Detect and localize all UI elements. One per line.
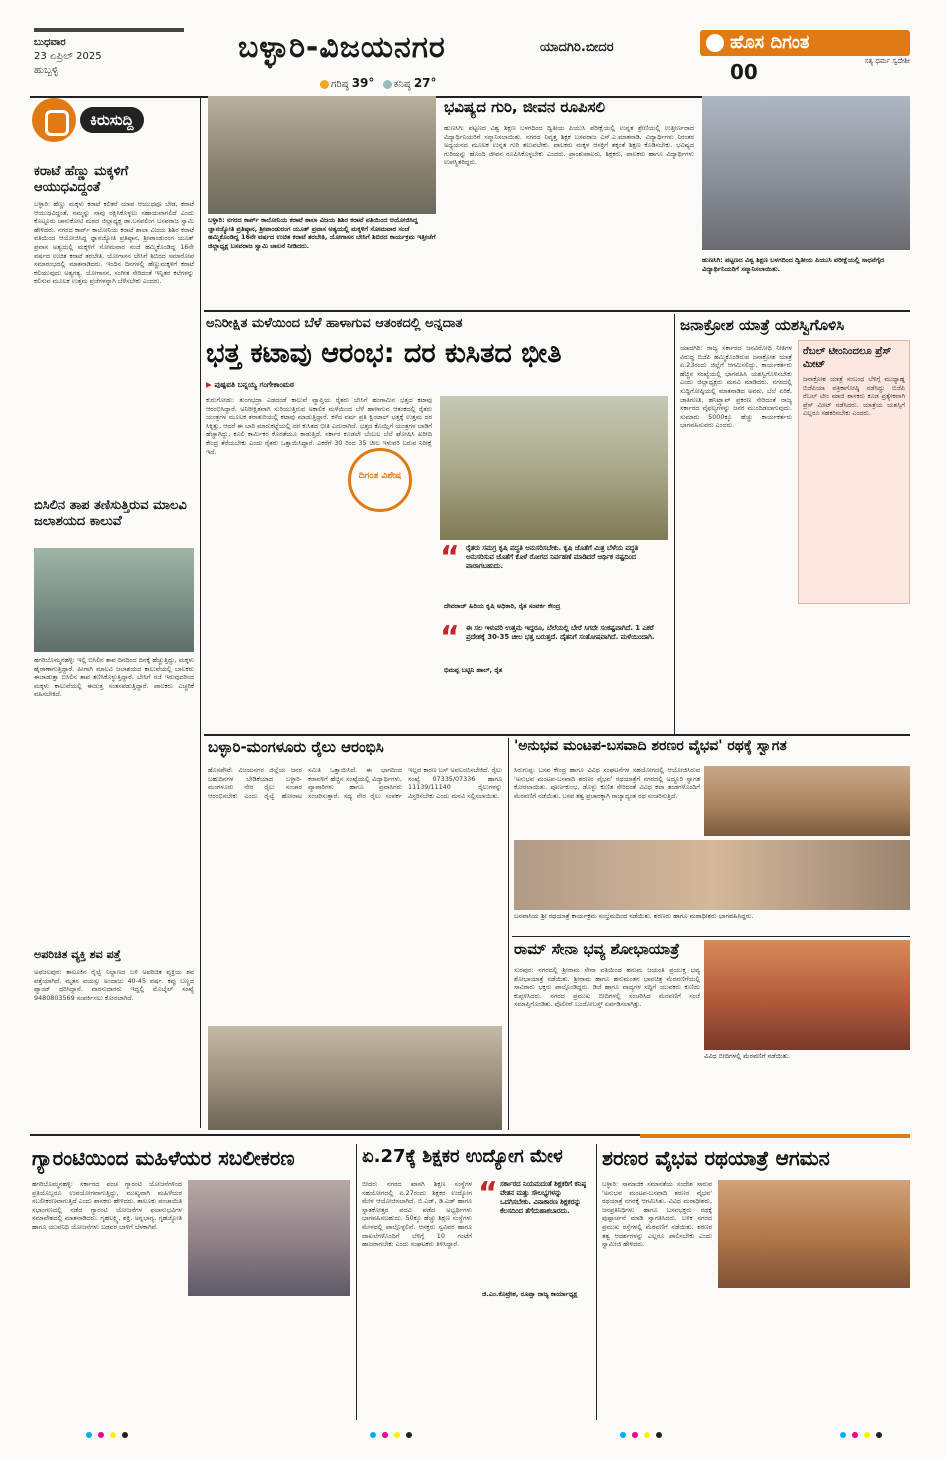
rebel-box: [798, 340, 910, 604]
paper-logo: ಹೊಸ ದಿಗಂತ ಸತ್ಯ ಧರ್ಮ ಸ್ವದೇಶೀ 00: [700, 30, 910, 92]
sharana-headline: ಶರಣರ ವೈಭವ ರಥಯಾತ್ರೆ ಆಗಮನ: [602, 1146, 830, 1170]
guarantee-headline: ಗ್ಯಾರಂಟಿಯಿಂದ ಮಹಿಳೆಯರ ಸಬಲೀಕರಣ: [32, 1146, 295, 1170]
quote-icon: “: [478, 1180, 498, 1211]
weather-max: 39°: [351, 76, 375, 90]
black-mark-icon: [122, 1432, 128, 1438]
janakrosha-body: ಯಾದಗಿರಿ: ರಾಜ್ಯ ಸರ್ಕಾರದ ಜನವಿರೋಧಿ ನೀತಿಗಳ ವಿರುದ್ಧ ಬಿಜೆಪಿ ಹಮ್ಮಿಕೊಂಡಿರುವ ಜನಾಕ್ರೋಶ ಯಾತ್ರೆ ಏ.23ರಂದು ಜಿಲ್ಲೆಗೆ ಆಗಮಿಸಲಿದ್ದು, ಕಾರ್ಯಕರ್ತರು ಹೆಚ್ಚಿನ ಸಂಖ್ಯೆಯಲ್ಲಿ ಭಾಗವಹಿಸಿ ಯಶಸ್ವಿಗೊಳಿಸಬೇಕು ಎಂದು ಜಿಲ್ಲಾಧ್ಯಕ್ಷರು ಮನವಿ ಮಾಡಿದರು. ನಗರದಲ್ಲಿ ಸುದ್ದಿಗೋಷ್ಠಿಯಲ್ಲಿ ಮಾತನಾಡಿದ ಅವರು, ಬೆಲೆ ಏರಿಕೆ, ಜಾತಿಗಣತಿ, ಹನಿಟ್ರ್ಯಾಪ್ ಪ್ರಕರಣ ಸೇರಿದಂತೆ ರಾಜ್ಯ ಸರ್ಕಾರದ ವೈಫಲ್ಯಗಳನ್ನು ಜನರ ಮುಂದಿಡಲಾಗುವುದು. ಸುಮಾರು 5000ಕ್ಕೂ ಹೆಚ್ಚು ಕಾರ್ಯಕರ್ತರು ಭಾಗವಹಿಸುವರು ಎಂದರು.: [680, 344, 792, 430]
byline-marker-icon: ▶: [206, 380, 212, 389]
paper-tagline: ಸತ್ಯ ಧರ್ಮ ಸ್ವದೇಶೀ: [864, 57, 910, 65]
magenta-mark-icon: [382, 1432, 388, 1438]
hand-icon: [32, 98, 76, 142]
anubhava-caption: ಬನವಾಸಿಯ ಶ್ರೀ ರಥಯಾತ್ರೆ ಕಾರ್ಯಕ್ರಮ ಸಂಭ್ರಮದಿಂದ ನಡೆಯಿತು. ಶರಣರು ಹಾಗೂ ಮಠಾಧೀಶರು ಭಾಗವಹಿಸಿದ್ದರು.: [514, 912, 754, 920]
logo-emblem-icon: [706, 34, 724, 52]
yellow-mark-icon: [864, 1432, 870, 1438]
rain-quote-1: “ ರೈತರು ಸಮಗ್ರ ಕೃಷಿ ಪದ್ಧತಿ ಅನುಸರಿಸಬೇಕು. ಕೃಷಿ ಜೊತೆಗೆ ಮಿತ್ರ ಬೆಳೆಯ ಪದ್ಧತಿ ಅನುಸರಿಸುವ ಜೊತೆಗೆ ಕೊಳೆ ರೋಗದ ನಿರ್ವಹಣೆ ಮಾಡಿದರೆ ಆರ್ಥಿಕ ನಷ್ಟದಿಂದ ಪಾರಾಗಬಹುದು. ದೇವರಾಜ್ ಹಿರಿಯ ಕೃಷಿ ಅಧಿಕಾರಿ, ರೈತ ಸಂಪರ್ಕ ಕೇಂದ್ರ: [440, 544, 639, 610]
page-number: 00: [730, 60, 758, 84]
col-divider-right: [508, 738, 509, 1130]
guarantee-photo: [188, 1180, 350, 1296]
quote-icon: “: [440, 624, 460, 655]
cyan-mark-icon: [370, 1432, 376, 1438]
kirusuddi-label: ಕಿರುಸುದ್ದಿ: [32, 98, 192, 162]
kiru-story3-headline: ಅಪರಿಚಿತ ವ್ಯಕ್ತಿ ಶವ ಪತ್ತೆ: [34, 948, 121, 961]
kiru-story2-body: ಹಗರಿಬೊಮ್ಮನಹಳ್ಳಿ: ಇಲ್ಲಿ ಬಿಸಿಲಿನ ತಾಪ ದಿನದಿಂದ ದಿನಕ್ಕೆ ಹೆಚ್ಚುತ್ತಿದ್ದು, ಮಕ್ಕಳು ಹೈರಾಣಾಗುತ್ತಿದ್ದಾರೆ. ಹೀಗಾಗಿ ಮಾಲವಿ ಜಲಾಶಯದ ಕಾಲುವೆಯಲ್ಲಿ ಬಾಲಕರು ಈಜಾಡುತ್ತಾ ಬಿಸಿಲಿನ ತಾಪ ತಣಿಸಿಕೊಳ್ಳುತ್ತಿದ್ದಾರೆ. ಬೇಸಿಗೆ ರಜೆ ಇರುವುದರಿಂದ ಮಕ್ಕಳು ಕಾಲುವೆಯಲ್ಲಿ ಈಜುತ್ತ ಸಂತಸಪಡುತ್ತಿದ್ದಾರೆ. ಪಾಲಕರು ಎಚ್ಚರಿಕೆ ವಹಿಸಬೇಕಿದೆ.: [34, 656, 194, 699]
future-headline: ಭವಿಷ್ಯದ ಗುರಿ, ಜೀವನ ರೂಪಿಸಲಿ: [444, 98, 606, 116]
future-body: ಹುಣಸಿಗಿ: ಪಟ್ಟಣದ ವಿಶ್ವ ಶಿಕ್ಷಣ ಬಳಗದಿಂದ ದ್ವಿತೀಯ ಪಿಯುಸಿ ಪರೀಕ್ಷೆಯಲ್ಲಿ ಉನ್ನತ ಶ್ರೇಣಿಯಲ್ಲಿ ಉತ್ತೀರ್ಣರಾದ ವಿದ್ಯಾರ್ಥಿನಿಯರಿಗೆ ಸನ್ಮಾನಿಸಲಾಯಿತು. ನಗರದ ನಿವೃತ್ತ ಶಿಕ್ಷಕ ಬಸವರಾಜ ಎಸ್.ಎ.ಮಾತನಾಡಿ, ವಿದ್ಯಾರ್ಥಿಗಳು ನಿರಂತರ ಅಧ್ಯಯನದ ಮೂಲಕ ಉನ್ನತ ಗುರಿ ತಲುಪಬೇಕು. ಪಾಲಕರು ಮಕ್ಕಳ ಆಸಕ್ತಿಗೆ ತಕ್ಕಂತೆ ಶಿಕ್ಷಣ ಕೊಡಿಸಬೇಕು. ಭವಿಷ್ಯದ ಗುರಿಯನ್ನು ಹೊಂದಿ ಜೀವನ ರೂಪಿಸಿಕೊಳ್ಳಬೇಕು ಎಂದರು. ಪ್ರಾಂಶುಪಾಲರು, ಶಿಕ್ಷಕರು, ಪಾಲಕರು ಹಾಗೂ ವಿದ್ಯಾರ್ಥಿಗಳು ಉಪಸ್ಥಿತರಿದ್ದರು.: [444, 124, 694, 167]
railway-headline: ಬಳ್ಳಾರಿ-ಮಂಗಳೂರು ರೈಲು ಆರಂಭಿಸಿ: [208, 738, 384, 756]
cyan-mark-icon: [620, 1432, 626, 1438]
karate-caption: ಬಳ್ಳಾರಿ: ನಗರದ ಕಾರ್ಪ್ ಕಾಲೋನಿಯ ಕರಾಟೆ ಶಾಲಾ ವಿಜಯ ಶಿಶಿರ ಕರಾಟೆ ವತಿಯಿಂದ ಆಯೋಜಿಸಿದ್ದ ಜ್ಞಾನಜ್ಯೋತಿ ಪ್ರತಿಷ್ಠಾನ, ಶ್ರೀಪಾಂಡುರಂಗ ಯೂತ್ ಪ್ರವಾಸ ಅತ್ಯಯಲ್ಲಿ ಮಕ್ಕಳಿಗೆ ಸೋಮವಾರ ಸಂಜೆ ಹಮ್ಮಿಕೊಂಡಿದ್ದ 16ನೇ ವರ್ಷದ ಉಚಿತ ಕರಾಟೆ ತರಬೇತಿ, ಯೋಗಾಸನ ಬೇಸಿಗೆ ಶಿಬಿರದ ಕಾರ್ಯಕ್ರಮ ಇತ್ತೀಚೆಗೆ ಜಿಲ್ಲಾಧ್ಯಕ್ಷ ಬಸವರಾಜ ಸ್ವಾಮಿ ಚಾಲನೆ ನೀಡಿದರು.: [208, 216, 436, 250]
harvester-photo: [440, 396, 668, 540]
weather: ಗರಿಷ್ಠ 39° ಕನಿಷ್ಠ 27°: [318, 76, 478, 92]
sun-icon: [320, 80, 329, 89]
date: 23 ಏಪ್ರಿಲ್ 2025: [34, 51, 102, 62]
black-mark-icon: [876, 1432, 882, 1438]
jobfair-body: ಬೀದರ: ನಗರದ ಖಾಸಗಿ ಶಿಕ್ಷಣ ಸಂಸ್ಥೆಗಳ ಸಹಯೋಗದಲ್ಲಿ ಏ.27ರಂದು ಶಿಕ್ಷಕರ ಉದ್ಯೋಗ ಮೇಳ ಆಯೋಜಿಸಲಾಗಿದೆ. ಬಿ.ಎಡ್, ಡಿ.ಎಡ್ ಹಾಗೂ ಸ್ನಾತಕೋತ್ತರ ಪದವಿ ಪಡೆದ ಅಭ್ಯರ್ಥಿಗಳು ಭಾಗವಹಿಸಬಹುದು. 50ಕ್ಕೂ ಹೆಚ್ಚು ಶಿಕ್ಷಣ ಸಂಸ್ಥೆಗಳು ಮೇಳದಲ್ಲಿ ಪಾಲ್ಗೊಳ್ಳಲಿವೆ. ಆಸಕ್ತರು ಸ್ವವಿವರ ಹಾಗೂ ದಾಖಲೆಗಳೊಂದಿಗೆ ಬೆಳಿಗ್ಗೆ 10 ಗಂಟೆಗೆ ಹಾಜರಾಗಬೇಕು ಎಂದು ಸಂಘಟಕರು ತಿಳಿಸಿದ್ದಾರೆ.: [362, 1180, 472, 1249]
students-photo: [702, 96, 910, 250]
col-divider-left: [200, 98, 201, 1128]
digantha-special-stamp: ದಿಗಂತ ವಿಶೇಷ: [348, 448, 412, 512]
rain-kicker: ಅನಿರೀಕ್ಷಿತ ಮಳೆಯಿಂದ ಬೆಳೆ ಹಾಳಾಗುವ ಆತಂಕದಲ್ಲಿ ಅನ್ನದಾತ: [206, 316, 463, 331]
section-rule-1: [204, 310, 910, 312]
yellow-mark-icon: [644, 1432, 650, 1438]
anubhava-headline: 'ಅನುಭವ ಮಂಟಪ-ಬಸವಾದಿ ಶರಣರ ವೈಭವ' ರಥಕ್ಕೆ ಸ್ವಾಗತ: [514, 738, 787, 754]
rain-headline: ಭತ್ತ ಕಟಾವು ಆರಂಭ: ದರ ಕುಸಿತದ ಭೀತಿ: [206, 338, 562, 369]
col-divider-mid: [674, 314, 675, 734]
sharana-photo: [718, 1180, 910, 1288]
black-mark-icon: [406, 1432, 412, 1438]
weekday: ಬುಧವಾರ: [34, 37, 66, 48]
bottom-divider-1: [356, 1144, 357, 1420]
ramsena-photo: [704, 940, 910, 1050]
anubhava-body: ಸಿರುಗುಪ್ಪ: ಬಸವ ಕೇಂದ್ರ ಹಾಗೂ ವಿವಿಧ ಸಂಘಟನೆಗಳ ಸಹಯೋಗದಲ್ಲಿ ಆಯೋಜಿಸಿರುವ 'ಅನುಭವ ಮಂಟಪ-ಬಸವಾದಿ ಶರಣರ ವೈಭವ' ರಥಯಾತ್ರೆಗೆ ನಗರದಲ್ಲಿ ಅದ್ಧೂರಿ ಸ್ವಾಗತ ಕೋರಲಾಯಿತು. ಪೂರ್ಣಕುಂಭ, ಡೊಳ್ಳು ಕುಣಿತ ಸೇರಿದಂತೆ ವಿವಿಧ ಕಲಾ ತಂಡಗಳೊಂದಿಗೆ ಮೆರವಣಿಗೆ ನಡೆಯಿತು. ಬಸವ ತತ್ವ ಪ್ರಚಾರಕ್ಕಾಗಿ ರಾಜ್ಯಾದ್ಯಂತ ರಥ ಸಂಚರಿಸುತ್ತಿದೆ.: [514, 766, 700, 800]
janakrosha-headline: ಜನಾಕ್ರೋಶ ಯಾತ್ರೆ ಯಶಸ್ವಿಗೊಳಿಸಿ: [680, 316, 845, 334]
magenta-mark-icon: [632, 1432, 638, 1438]
sharana-body: ಬಳ್ಳಾರಿ: ಸಾಮಾಜಿಕ ಸಮಾನತೆಯ ಸಂದೇಶ ಸಾರುವ 'ಅನುಭವ ಮಂಟಪ-ಬಸವಾದಿ ಶರಣರ ವೈಭವ' ರಥಯಾತ್ರೆ ನಗರಕ್ಕೆ ಆಗಮಿಸಿತು. ವಿವಿಧ ಮಠಾಧೀಶರು, ಜನಪ್ರತಿನಿಧಿಗಳು ಹಾಗೂ ಬಸವಭಕ್ತರು ರಥಕ್ಕೆ ಪುಷ್ಪಾರ್ಚನೆ ಮಾಡಿ ಸ್ವಾಗತಿಸಿದರು. ಬಳಿಕ ನಗರದ ಪ್ರಮುಖ ರಸ್ತೆಗಳಲ್ಲಿ ಮೆರವಣಿಗೆ ನಡೆಯಿತು. ಶರಣರ ತತ್ವ ಆದರ್ಶಗಳನ್ನು ಎಲ್ಲರೂ ಪಾಲಿಸಬೇಕು ಎಂದು ಸ್ವಾಮೀಜಿ ಹೇಳಿದರು.: [602, 1180, 712, 1249]
swimming-photo: [34, 548, 194, 652]
ramsena-body: ಸುರಪುರ: ನಗರದಲ್ಲಿ ಶ್ರೀರಾಮ ಸೇನಾ ವತಿಯಿಂದ ಹನುಮ ಜಯಂತಿ ಪ್ರಯುಕ್ತ ಭವ್ಯ ಶೋಭಾಯಾತ್ರೆ ನಡೆಯಿತು. ಶ್ರೀರಾಮ ಹಾಗೂ ಹನುಮಂತನ ಭಾವಚಿತ್ರ ಮೆರವಣಿಗೆಯಲ್ಲಿ ಸಾವಿರಾರು ಭಕ್ತರು ಪಾಲ್ಗೊಂಡಿದ್ದರು. ಡಿಜೆ ಹಾಗೂ ವಾದ್ಯಗಳ ಸದ್ದಿಗೆ ಯುವಕರು ಕುಣಿದು ಕುಪ್ಪಳಿಸಿದರು. ನಗರದ ಪ್ರಮುಖ ಬೀದಿಗಳಲ್ಲಿ ಸಂಚರಿಸಿದ ಮೆರವಣಿಗೆ ಸಂಜೆ ಸಮಾಪ್ತಿಗೊಂಡಿತು. ಪೊಲೀಸ್ ಬಂದೋಬಸ್ತ್ ಏರ್ಪಡಿಸಲಾಗಿತ್ತು.: [514, 966, 700, 1009]
railway-body: ಹೊಸಪೇಟೆ: ವಿಜಯನಗರ ಜಿಲ್ಲೆಯ ಜನರ ಬಹುದಿನಗಳ ಬೇಡಿಕೆಯಾದ ಬಳ್ಳಾರಿ-ಮಂಗಳೂರು ನೇರ ರೈಲು ಸಂಚಾರ ಆರಂಭಿಸಬೇಕು ಎಂದು ರೈಲ್ವೆ ಹೋರಾಟ ಸಮಿತಿ ಒತ್ತಾಯಿಸಿದೆ. ಈ ಭಾಗದಿಂದ ಕರಾವಳಿಗೆ ಹೆಚ್ಚಿನ ಸಂಖ್ಯೆಯಲ್ಲಿ ವಿದ್ಯಾರ್ಥಿಗಳು, ವ್ಯಾಪಾರಿಗಳು ಹಾಗೂ ಪ್ರವಾಸಿಗರು ಸಂಚರಿಸುತ್ತಾರೆ. ಸದ್ಯ ನೇರ ರೈಲು ಸಂಪರ್ಕ ಇಲ್ಲದ ಕಾರಣ ಬಸ್ ಅವಲಂಬಿಸಬೇಕಿದೆ. ರೈಲು ಸಂಖ್ಯೆ 07335/07336 ಹಾಗೂ 11139/11140 ರೈಲುಗಳನ್ನು ವಿಸ್ತರಿಸಬೇಕು ಎಂದು ಮನವಿ ಸಲ್ಲಿಸಲಾಯಿತು.: [208, 766, 502, 800]
rebel-box-body: ಜನಾಕ್ರೋಶ ಯಾತ್ರೆ ಸಂಬಂಧ ಬೆಳಿಗ್ಗೆ ಮುಧ್ಯಾಹ್ನ ಬಿಜೆಪಿಯಾ ಪತ್ರಿಕಾಗೋಷ್ಠಿ ನಡೆಸಿದ್ದು ಬಿಜೆಪಿ ರೆಬಲ್ ಟೀಂ ಮಾಜಿ ಶಾಸಕರು ಕೂಡ ಪ್ರತ್ಯೇಕವಾಗಿ ಪ್ರೆಸ್ ಮೀಟ್ ನಡೆಸಿದರು. ಯಾತ್ರೆಯ ಯಶಸ್ಸಿಗೆ ಎಲ್ಲರೂ ಸಹಕರಿಸಬೇಕು ಎಂದರು.: [803, 375, 905, 418]
cyan-mark-icon: [840, 1432, 846, 1438]
magenta-mark-icon: [852, 1432, 858, 1438]
rain-quote-2: “ ಈ ಸಲ ಇಳುವರಿ ಉತ್ತಮ ಇದ್ದರೂ, ಬೆಲೆಯಲ್ಲಿ ಬೇರೆ ಸಿಗದೇ ಸಂಕಷ್ಟವಾಗಿದೆ. 1 ಎಕರೆ ಪ್ರದೇಶಕ್ಕೆ 30-35 ಚೀಲ ಭತ್ತ ಬರುತ್ತದೆ. ದೈತನಿಗೆ ಸಂತೋಷವಾಗಿದೆ. ಮಳೆಯಿಂದಾಗಿ. ಭಿಮಪ್ಪ ಬಟ್ಟಿನಿ ಹಾಲ್, ರೈತ: [440, 624, 655, 674]
quote-icon: “: [440, 544, 460, 575]
kiru-story2-headline: ಬಿಸಿಲಿನ ತಾಪ ತಣಿಸುತ್ತಿರುವ ಮಾಲವಿ ಜಲಾಶಯದ ಕಾಲುವೆ: [34, 498, 187, 529]
bottom-divider-2: [596, 1144, 597, 1420]
edition-subtitle: ಯಾದಗಿರಿ.ಬೀದರ: [540, 40, 614, 55]
anubhava-photo-2: [514, 840, 910, 910]
accent-bar: [640, 1134, 910, 1138]
moon-icon: [383, 80, 392, 89]
ramsena-headline: ರಾಮ್ ಸೇನಾ ಭವ್ಯ ಶೋಭಾಯಾತ್ರೆ: [514, 940, 680, 958]
yellow-mark-icon: [110, 1432, 116, 1438]
guarantee-body: ಹಗರಿಬೊಮ್ಮನಹಳ್ಳಿ: ಸರ್ಕಾರದ ಪಂಚ ಗ್ಯಾರಂಟಿ ಯೋಜನೆಗಳಿಂದ ಪ್ರತಿಯೊಬ್ಬರೂ ಉಪಯೋಗವಾಗುತ್ತಿದ್ದು, ಮುಖ್ಯವಾಗಿ ಮಹಿಳೆಯರ ಸಬಲೀಕರಣವಾಗುತ್ತಿದೆ ಎಂದು ಶಾಸಕರು ಹೇಳಿದರು. ತಾಲೂಕು ಪಂಚಾಯಿತಿ ಸಭಾಂಗಣದಲ್ಲಿ ನಡೆದ ಗ್ಯಾರಂಟಿ ಯೋಜನೆಗಳ ಫಲಾನುಭವಿಗಳ ಸಮಾವೇಶದಲ್ಲಿ ಮಾತನಾಡಿದರು. ಗೃಹಲಕ್ಷ್ಮಿ, ಶಕ್ತಿ, ಅನ್ನಭಾಗ್ಯ, ಗೃಹಜ್ಯೋತಿ ಹಾಗೂ ಯುವನಿಧಿ ಯೋಜನೆಗಳು ಬಡವರ ಬಾಳಿಗೆ ಬೆಳಕಾಗಿವೆ.: [32, 1180, 182, 1231]
guarantee-body-cont: [188, 1300, 350, 1416]
students-caption: ಹುಣಸಿಗಿ: ಪಟ್ಟಣದ ವಿಶ್ವ ಶಿಕ್ಷಣ ಬಳಗದಿಂದ ದ್ವಿತೀಯ ಪಿಯುಸಿ ಪರೀಕ್ಷೆಯಲ್ಲಿ ಸಾಧನೆಗೈದ ವಿದ್ಯಾರ್ಥಿನಿಯರಿಗೆ ಸನ್ಮಾನಿಸಲಾಯಿತು.: [702, 256, 885, 273]
city: ಹುಬ್ಬಳ್ಳಿ: [34, 65, 59, 76]
magenta-mark-icon: [98, 1432, 104, 1438]
edition-title: ಬಳ್ಳಾರಿ-ವಿಜಯನಗರ: [238, 30, 446, 65]
jobfair-quote: “ ಸರ್ಕಾರದ ನಿಯಮದಂತೆ ಶಿಕ್ಷಕರಿಗೆ ಕನಿಷ್ಠ ವೇತನ ಮತ್ತು ಸೌಲಭ್ಯಗಳನ್ನು ಒದಗಿಸಬೇಕು. ವಿನಾಕಾರಣ ಶಿಕ್ಷಕರನ್ನು ಕೆಲಸದಿಂದ ತೆಗೆದುಹಾಕಬಾರದು. ಜಿ.ಎಂ.ಕೊಟ್ರೇಶ, ರೂಪ್ಸಾ ರಾಜ್ಯ ಕಾರ್ಯಾಧ್ಯಕ್ಷ: [478, 1180, 586, 1298]
rebel-box-headline: ರೆಬಲ್ ಟೀಂನಿಂದಲೂ ಪ್ರೆಸ್ ಮೀಟ್: [803, 346, 892, 370]
ramsena-caption: ವಿವಿಧ ಬೀದಿಗಳಲ್ಲಿ ಮೆರವಣಿಗೆ ನಡೆಯಿತು.: [704, 1052, 791, 1060]
yellow-mark-icon: [394, 1432, 400, 1438]
jobfair-headline: ಏ.27ಕ್ಕೆ ಶಿಕ್ಷಕರ ಉದ್ಯೋಗ ಮೇಳ: [362, 1146, 563, 1167]
karate-photo: [208, 96, 436, 214]
section-rule-2: [204, 734, 910, 736]
weather-min: 27°: [413, 76, 437, 90]
anubhava-photo-1: [704, 766, 910, 836]
railway-photo: [208, 1026, 502, 1130]
rain-byline: ▶ ಪುಷ್ಪವತಿ ಬನ್ನಯ್ಯ ಗಂಗೇಕಾಂಮಠ: [206, 380, 294, 389]
sharana-body-cont: [718, 1292, 910, 1416]
kiru-story1-headline: ಕರಾಟೆ ಹೆಣ್ಣು ಮಕ್ಕಳಿಗೆ ಆಯುಧವಿದ್ದಂತೆ: [34, 164, 129, 195]
kiru-story1-body: ಬಳ್ಳಾರಿ: ಹೆಣ್ಣು ಮಕ್ಕಳು ಕರಾಟೆ ಕಲಿತರೆ ಯಾವ ಆಯುಧವೂ ಬೇಡ, ಕರಾಟೆ ಆಯುಧವಿದ್ದಂತೆ, ನಮ್ಮನ್ನು ನಾವು ರಕ್ಷಿಸಿಕೊಳ್ಳಲು ಸಹಾಯವಾಗಲಿದೆ ಎಂದು ಕೊಟ್ಟೂರು ಚಾನುಕೋಟಿ ಮಠದ ಜಿಲ್ಲಾಧ್ಯಕ್ಷ ಡಾ.ಬಸವಲಿಂಗ ಬಸವರಾಜ ಸ್ವಾಮಿ ಹೇಳಿದರು. ನಗರದ ಕಾರ್ಪ್ ಕಾಲೋನಿಯ ಕರಾಟೆ ಶಾಲಾ ವಿಜಯ ಶಿಶಿರ ಕರಾಟೆ ವತಿಯಿಂದ ಆಯೋಜಿಸಿದ್ದ ಜ್ಞಾನಜ್ಯೋತಿ ಪ್ರತಿಷ್ಠಾನ, ಶ್ರೀಪಾಂಡುರಂಗ ಯೂತ್ ಪ್ರವಾಸ ಅತ್ಯಯಲ್ಲಿ ಮಕ್ಕಳಿಗೆ ಸೋಮವಾರ ಸಂಜೆ ಹಮ್ಮಿಕೊಂಡಿದ್ದ 16ನೇ ವರ್ಷದ ಉಚಿತ ಕರಾಟೆ ತರಬೇತಿ, ಯೋಗಾಸನ ಬೇಸಿಗೆ ಶಿಬಿರದ ಸಮಾರೋಪ ಸಮಾರಂಭದಲ್ಲಿ ಮಾತನಾಡಿದರು. ಇಂದಿನ ದಿನಗಳಲ್ಲಿ ಹೆಣ್ಣುಮಕ್ಕಳಿಗೆ ಕರಾಟೆ ಕಲಿಯುವುದು ಅತ್ಯಗತ್ಯ. ಯೋಗಾಸನ, ಸಂಗೀತ ಸೇರಿದಂತೆ ಇನ್ನಿತರ ಕಲೆಗಳನ್ನು ಕಲಿಸುವ ಮೂಲಕ ಉತ್ತಮ ಪ್ರಜೆಗಳನ್ನಾಗಿ ಬೆಳೆಸಬೇಕು ಎಂದರು.: [34, 200, 194, 286]
kiru-story3-body: ಅಫಜಲಪುರ: ತಾಲೂಕಿನ ರೈಲ್ವೆ ನಿಲ್ದಾಣದ ಬಳಿ ಅಪರಿಚಿತ ವ್ಯಕ್ತಿಯ ಶವ ಪತ್ತೆಯಾಗಿದೆ. ಮೃತನ ವಯಸ್ಸು ಅಂದಾಜು 40-45 ವರ್ಷ. ಕಪ್ಪು ಬಣ್ಣದ ಪ್ಯಾಂಟ್ ಧರಿಸಿದ್ದಾನೆ. ವಾರಸುದಾರರು ಇದ್ದಲ್ಲಿ ಮೊಬೈಲ್ ಸಂಖ್ಯೆ 9480803569 ಸಂಪರ್ಕಿಸಲು ಕೋರಲಾಗಿದೆ.: [34, 968, 194, 1002]
section-rule-3: [512, 936, 910, 937]
rain-body: ಕುರುಗೋಡು: ತುಂಗಭದ್ರಾ ಎಡದಂಡೆ ಕಾಲುವೆ ವ್ಯಾಪ್ತಿಯ ರೈತರು ಬೇಸಿಗೆ ಹಂಗಾಮಿನ ಭತ್ತದ ಕಟಾವು ಆರಂಭಿಸಿದ್ದಾರೆ. ಅನಿರೀಕ್ಷಿತವಾಗಿ ಸುರಿಯುತ್ತಿರುವ ಅಕಾಲಿಕ ಮಳೆಯಿಂದ ಬೆಳೆ ಹಾಳಾಗುವ ಆತಂಕದಲ್ಲಿ ರೈತರು ಯಂತ್ರಗಳ ಮೂಲಕ ತರಾತುರಿಯಲ್ಲಿ ಕಟಾವು ಮಾಡುತ್ತಿದ್ದಾರೆ. ಕಳೆದ ವರ್ಷ ಪ್ರತಿ ಕ್ವಿಂಟಾಲ್ ಭತ್ತಕ್ಕೆ ಉತ್ತಮ ದರ ಸಿಕ್ಕಿತ್ತು, ಆದರೆ ಈ ಬಾರಿ ಮಾರುಕಟ್ಟೆಯಲ್ಲಿ ದರ ಕುಸಿತದ ಭೀತಿ ಎದುರಾಗಿದೆ. ಭತ್ತದ ಕೊಯ್ಲಿಗೆ ಯಂತ್ರಗಳ ಬಾಡಿಗೆ ಹೆಚ್ಚಾಗಿದ್ದು, ಕೂಲಿ ಕಾರ್ಮಿಕರ ಕೊರತೆಯೂ ಕಾಡುತ್ತಿದೆ. ಸರ್ಕಾರ ಕೂಡಲೇ ಬೆಂಬಲ ಬೆಲೆ ಘೋಷಿಸಿ ಖರೀದಿ ಕೇಂದ್ರ ತೆರೆಯಬೇಕು ಎಂದು ರೈತರು ಒತ್ತಾಯಿಸಿದ್ದಾರೆ. ಎಕರೆಗೆ 30 ರಿಂದ 35 ಚೀಲ ಇಳುವರಿ ಬರುವ ನಿರೀಕ್ಷೆ ಇದೆ.: [206, 396, 432, 456]
registration-marks: [0, 1424, 945, 1460]
black-mark-icon: [656, 1432, 662, 1438]
cyan-mark-icon: [86, 1432, 92, 1438]
dateline: [34, 28, 184, 98]
